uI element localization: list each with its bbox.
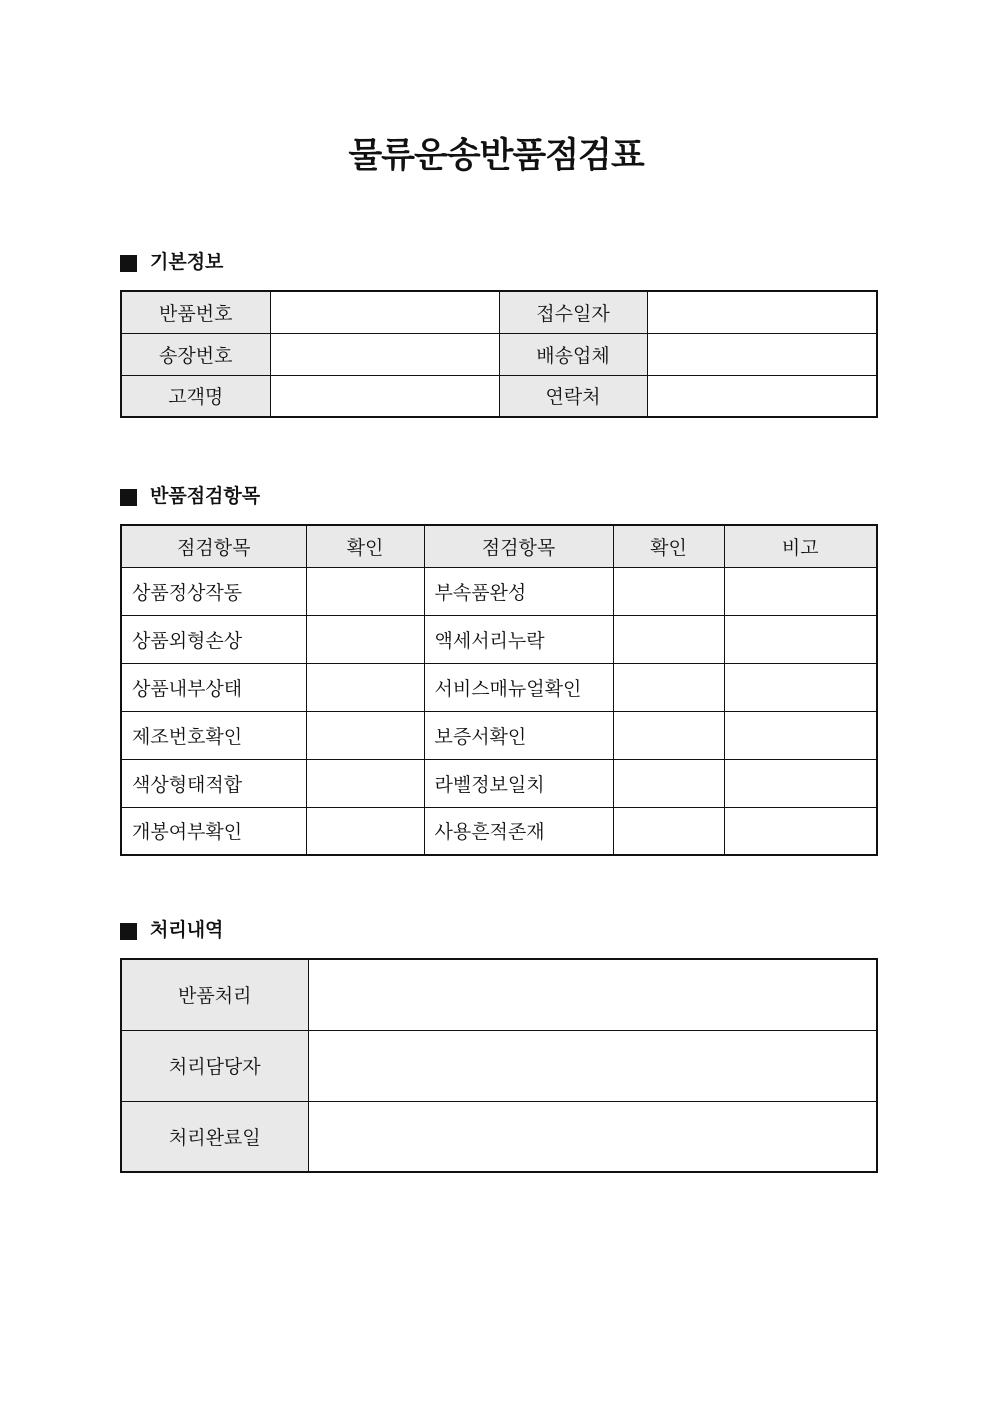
inspection-item-label: 라벨정보일치 [424,759,613,807]
inspection-item-label: 부속품완성 [424,567,613,615]
table-row [121,1101,877,1172]
field-label-return-handling: 반품처리 [121,959,308,1030]
check-cell [613,711,724,759]
check-cell [613,567,724,615]
check-cell [306,807,424,855]
field-value-contact [647,375,877,417]
field-label-invoice-number: 송장번호 [121,333,270,375]
table-row [121,959,877,1030]
table-row [121,333,877,375]
inspection-item-label: 개봉여부확인 [121,807,306,855]
inspection-item-label: 액세서리누락 [424,615,613,663]
check-cell [613,807,724,855]
table-header-row [121,525,877,567]
remark-cell [724,567,877,615]
section-heading-inspection-items [120,486,876,508]
remark-cell [724,663,877,711]
field-label-return-number: 반품번호 [121,291,270,333]
table-row [121,759,877,807]
field-label-contact: 연락처 [499,375,647,417]
field-value-receipt-date [647,291,877,333]
table-row [121,567,877,615]
square-bullet-icon [120,489,137,506]
field-value-carrier [647,333,877,375]
field-label-carrier: 배송업체 [499,333,647,375]
column-header-item: 점검항목 [121,525,306,567]
inspection-item-label: 상품정상작동 [121,567,306,615]
remark-cell [724,711,877,759]
section-heading-label: 반품점검항목 [150,486,261,507]
table-row [121,1030,877,1101]
inspection-item-label: 상품내부상태 [121,663,306,711]
field-label-handler: 처리담당자 [121,1030,308,1101]
column-header-item: 점검항목 [424,525,613,567]
square-bullet-icon [120,255,137,272]
field-value-handler [308,1030,877,1101]
inspection-item-label: 상품외형손상 [121,615,306,663]
check-cell [613,615,724,663]
processing-table [120,958,878,1173]
section-heading-label: 처리내역 [150,920,224,941]
check-cell [306,759,424,807]
inspection-item-label: 보증서확인 [424,711,613,759]
check-cell [306,567,424,615]
field-value-return-number [270,291,499,333]
inspection-items-table [120,524,878,856]
check-cell [306,711,424,759]
inspection-item-label: 제조번호확인 [121,711,306,759]
field-label-completion-date: 처리완료일 [121,1101,308,1172]
section-heading-label: 기본정보 [150,252,224,273]
field-value-completion-date [308,1101,877,1172]
remark-cell [724,615,877,663]
column-header-check: 확인 [613,525,724,567]
table-row [121,615,877,663]
field-value-customer-name [270,375,499,417]
remark-cell [724,759,877,807]
table-row [121,291,877,333]
inspection-item-label: 서비스매뉴얼확인 [424,663,613,711]
section-heading-basic-info [120,252,876,274]
table-row [121,375,877,417]
inspection-item-label: 사용흔적존재 [424,807,613,855]
table-row [121,663,877,711]
column-header-check: 확인 [306,525,424,567]
basic-info-table [120,290,878,418]
check-cell [306,615,424,663]
check-cell [613,663,724,711]
field-value-invoice-number [270,333,499,375]
check-cell [613,759,724,807]
field-label-receipt-date: 접수일자 [499,291,647,333]
section-heading-processing [120,920,876,942]
field-value-return-handling [308,959,877,1030]
inspection-item-label: 색상형태적합 [121,759,306,807]
check-cell [306,663,424,711]
square-bullet-icon [120,923,137,940]
table-row [121,711,877,759]
table-row [121,807,877,855]
document-content [120,252,876,1173]
page-title: 물류운송반품점검표 [348,136,644,175]
remark-cell [724,807,877,855]
field-label-customer-name: 고객명 [121,375,270,417]
column-header-remark: 비고 [724,525,877,567]
